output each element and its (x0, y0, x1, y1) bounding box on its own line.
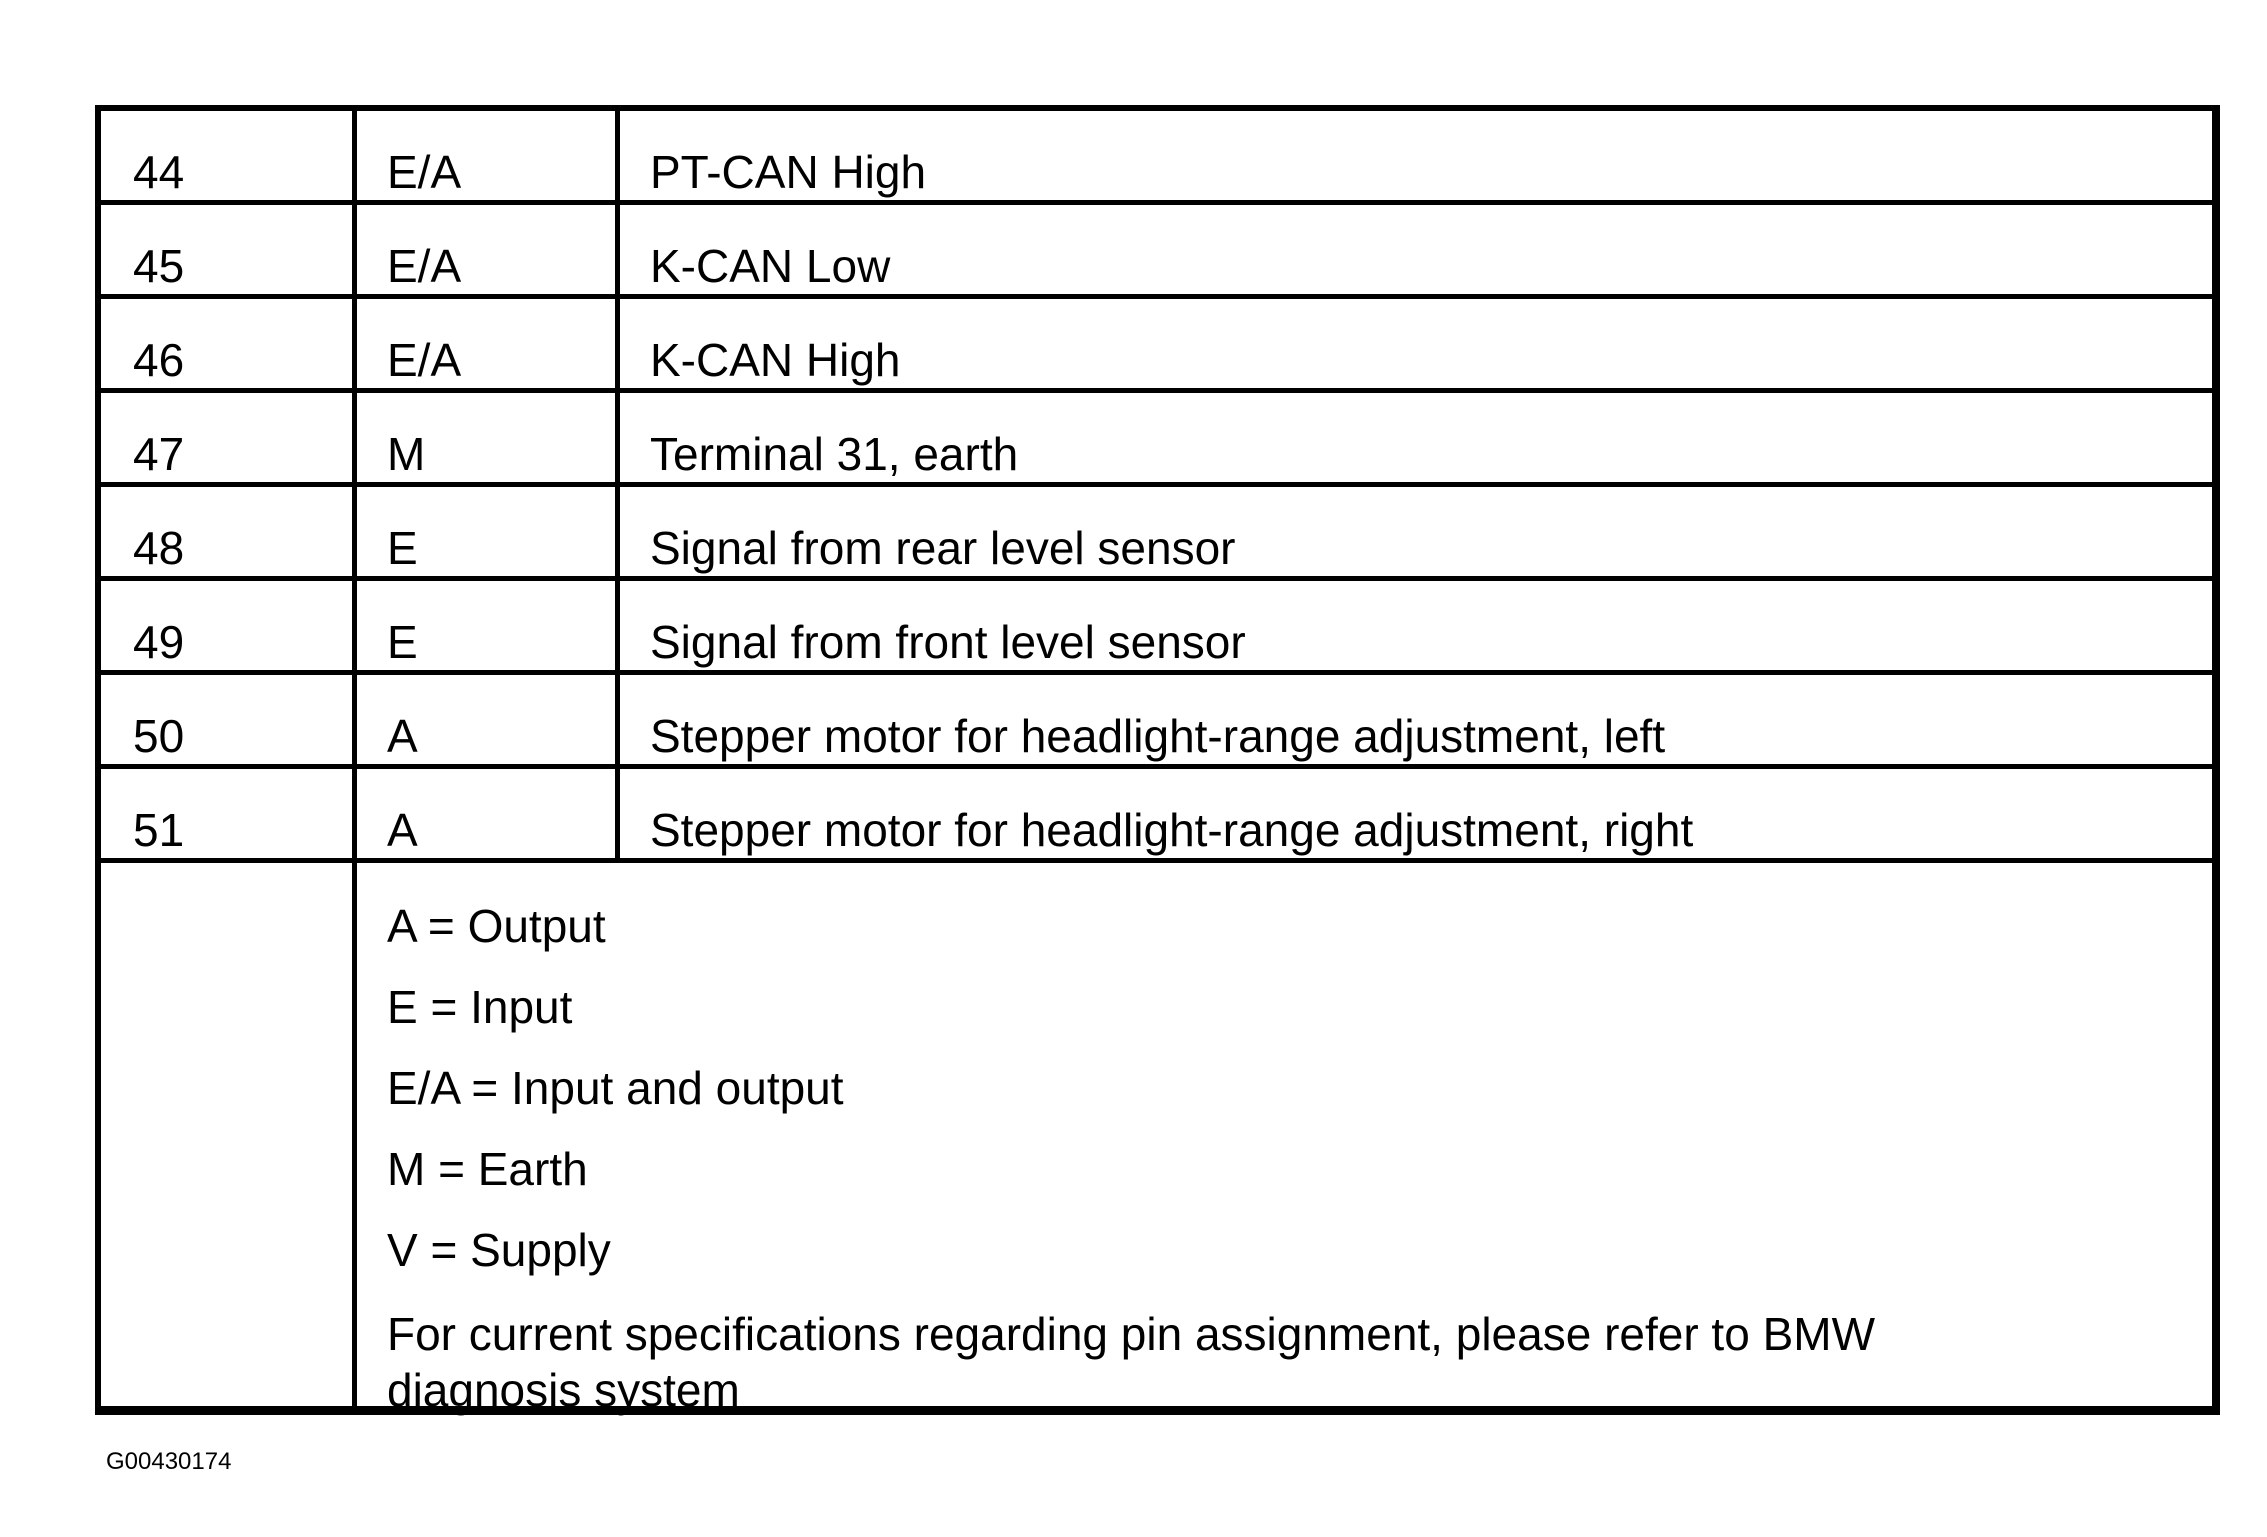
signal-type: A (357, 769, 620, 858)
table-row (101, 393, 2212, 487)
pin-number: 46 (101, 299, 357, 388)
pin-assignment-table (95, 105, 2220, 1415)
table-row (101, 769, 2212, 863)
signal-type: M (357, 393, 620, 482)
table-row (101, 581, 2212, 675)
legend-empty-cell (101, 863, 357, 1406)
signal-type: E (357, 487, 620, 576)
signal-type: E/A (357, 299, 620, 388)
pin-description: K-CAN Low (650, 240, 891, 292)
legend-item: V = Supply (387, 1224, 611, 1276)
signal-type: E/A (357, 205, 620, 294)
pin-description: K-CAN High (650, 334, 901, 386)
table-row (101, 111, 2212, 205)
table-row (101, 299, 2212, 393)
legend-note: For current specifications regarding pin assignment, please refer to BMW diagnosis system (387, 1308, 1875, 1416)
signal-type: A (357, 675, 620, 764)
pin-description: Signal from front level sensor (650, 616, 1246, 668)
pin-number: 50 (101, 675, 357, 764)
pin-description: Stepper motor for headlight-range adjustment, right (650, 804, 1694, 856)
pin-number: 44 (101, 111, 357, 200)
pin-number: 48 (101, 487, 357, 576)
pin-number: 47 (101, 393, 357, 482)
pin-number: 45 (101, 205, 357, 294)
signal-type: E (357, 581, 620, 670)
pin-description: Terminal 31, earth (650, 428, 1019, 480)
table-row (101, 675, 2212, 769)
legend-item: E/A = Input and output (387, 1062, 844, 1114)
table-row (101, 205, 2212, 299)
pin-number: 51 (101, 769, 357, 858)
legend-item: A = Output (387, 900, 606, 952)
pin-description: PT-CAN High (650, 146, 927, 198)
pin-description: Stepper motor for headlight-range adjustment, left (650, 710, 1666, 762)
legend-section (101, 863, 2212, 1416)
table-row (101, 487, 2212, 581)
pin-number: 49 (101, 581, 357, 670)
pin-description: Signal from rear level sensor (650, 522, 1236, 574)
signal-type: E/A (357, 111, 620, 200)
legend-item: M = Earth (387, 1143, 588, 1195)
figure-code: G00430174 (106, 1448, 232, 1475)
legend-item: E = Input (387, 981, 573, 1033)
legend-list (387, 900, 2172, 1418)
